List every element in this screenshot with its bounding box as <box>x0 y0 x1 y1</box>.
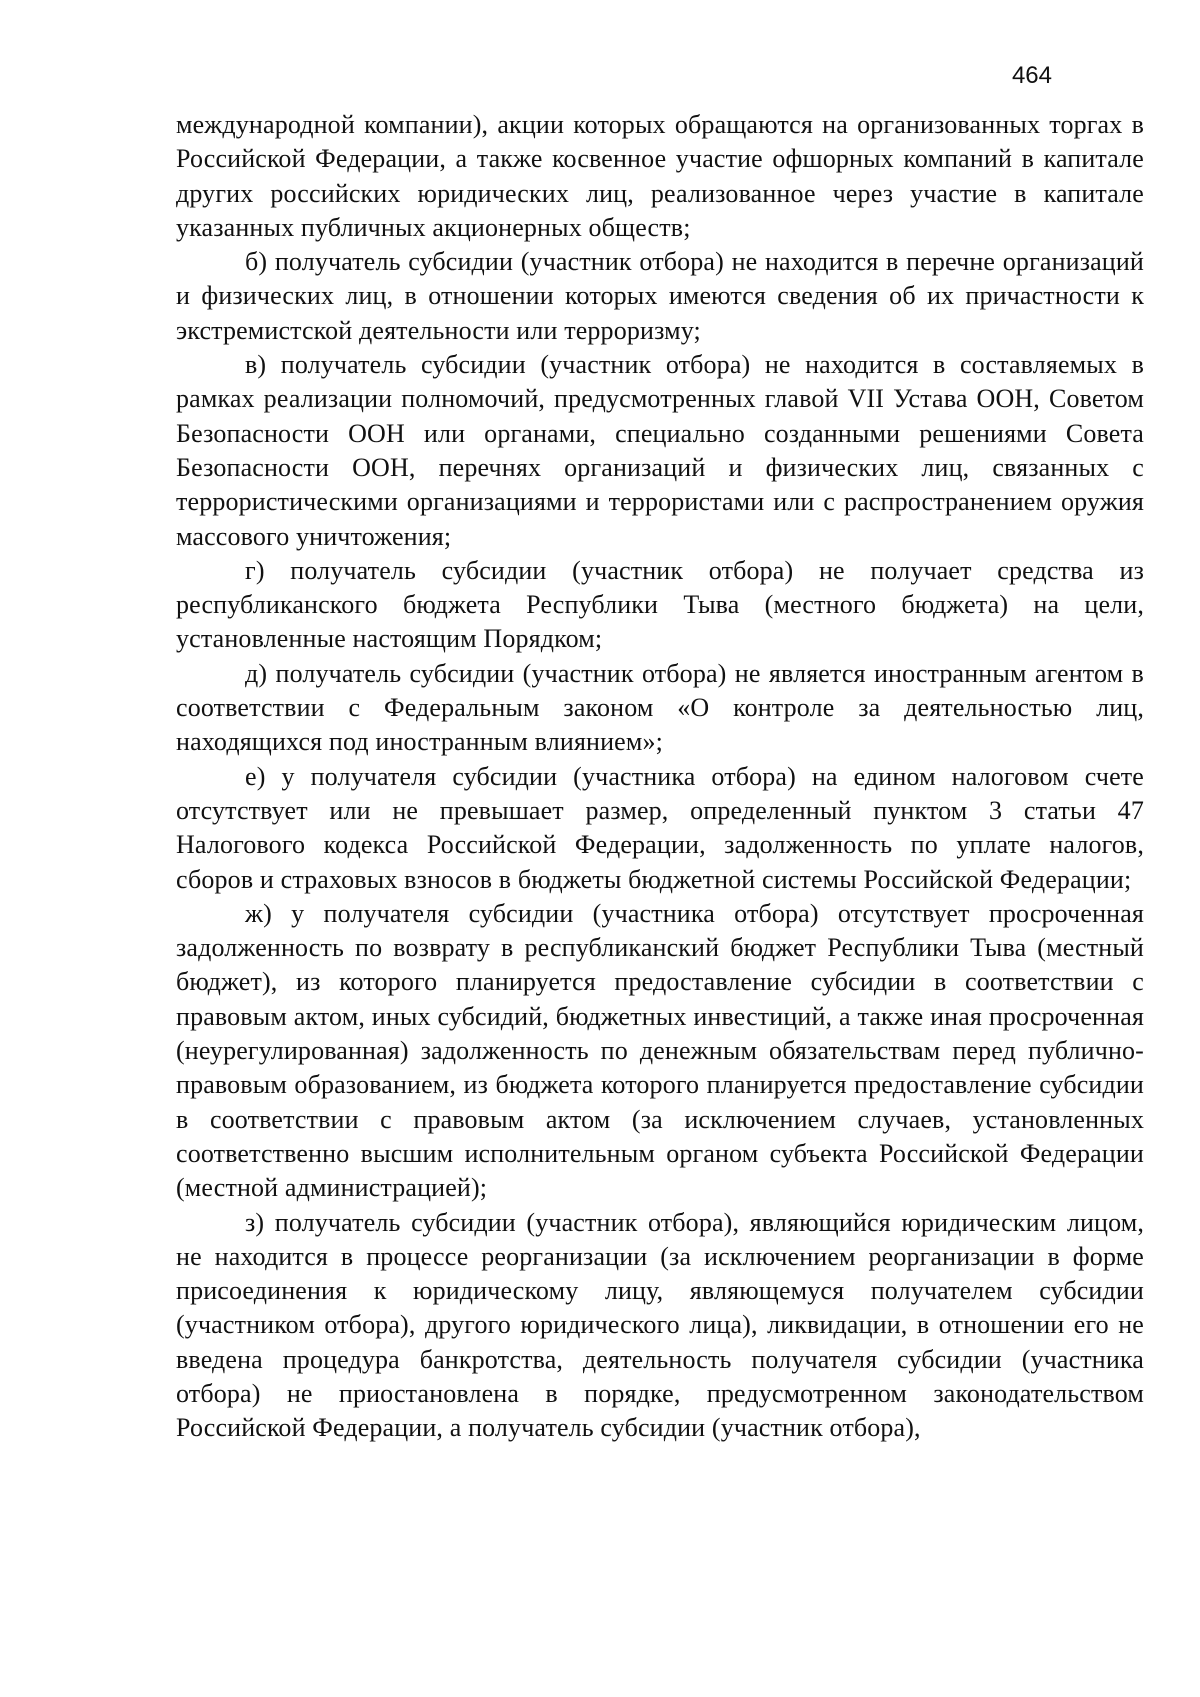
document-body <box>176 108 1144 1446</box>
paragraph-item-zh: ж) у получателя субсидии (участника отбора) отсутствует просроченная задолженность по возврату в республиканский бюджет Республики Тыва (местный бюджет), из которого планируется предоставление субсидии в соответствии с правовым актом, иных субсидий, бюджетных инвестиций, а также иная просроченная (неурегулированная) задолженность по денежным обязательствам перед публично-правовым образованием, из бюджета которого планируется предоставление субсидии в соответствии с правовым актом (за исключением случаев, установленных соответственно высшим исполнительным органом субъекта Российской Федерации (местной администрацией); <box>176 898 1144 1203</box>
paragraph-item-g: г) получатель субсидии (участник отбора) не получает средства из республиканского бюджета Республики Тыва (местного бюджета) на цели, установленные настоящим Порядком; <box>176 555 1144 654</box>
page-number: 464 <box>1011 62 1052 89</box>
paragraph-item-z: з) получатель субсидии (участник отбора), являющийся юридическим лицом, не находится в процессе реорганизации (за исключением реорганизации в форме присоединения к юридическому лицу, являющемуся получателем субсидии (участником отбора), другого юридического лица), ликвидации, в отношении его не введена процедура банкротства, деятельность получателя субсидии (участника отбора) не приостановлена в порядке, предусмотренном законодательством Российской Федерации, а получатель субсидии (участник отбора), <box>176 1207 1144 1443</box>
paragraph-item-b: б) получатель субсидии (участник отбора) не находится в перечне организаций и физических лиц, в отношении которых имеются сведения об их причастности к экстремистской деятельности или терроризму; <box>176 247 1144 345</box>
paragraph-item-v: в) получатель субсидии (участник отбора) не находится в составляемых в рамках реализации полномочий, предусмотренных главой VII Устава ООН, Советом Безопасности ООН или органами, специально созданными решениями Совета Безопасности ООН, перечнях организаций и физических лиц, связанных с террористическими организациями и террористами или с распространением оружия массового уничтожения; <box>176 350 1144 551</box>
paragraph-item-d: д) получатель субсидии (участник отбора) не является иностранным агентом в соответствии с Федеральным законом «О контроле за деятельностью лиц, находящихся под иностранным влиянием»; <box>176 658 1144 757</box>
paragraph-item-e: е) у получателя субсидии (участника отбора) на едином налоговом счете отсутствует или не превышает размер, определенный пунктом 3 статьи 47 Налогового кодекса Российской Федерации, задолженность по уплате налогов, сборов и страховых взносов в бюджеты бюджетной системы Российской Федерации; <box>176 761 1144 894</box>
paragraph-continuation: международной компании), акции которых обращаются на организованных торгах в Российской Федерации, а также косвенное участие офшорных компаний в капитале других российских юридических лиц, реализованное через участие в капитале указанных публичных акционерных обществ; <box>176 110 1144 242</box>
